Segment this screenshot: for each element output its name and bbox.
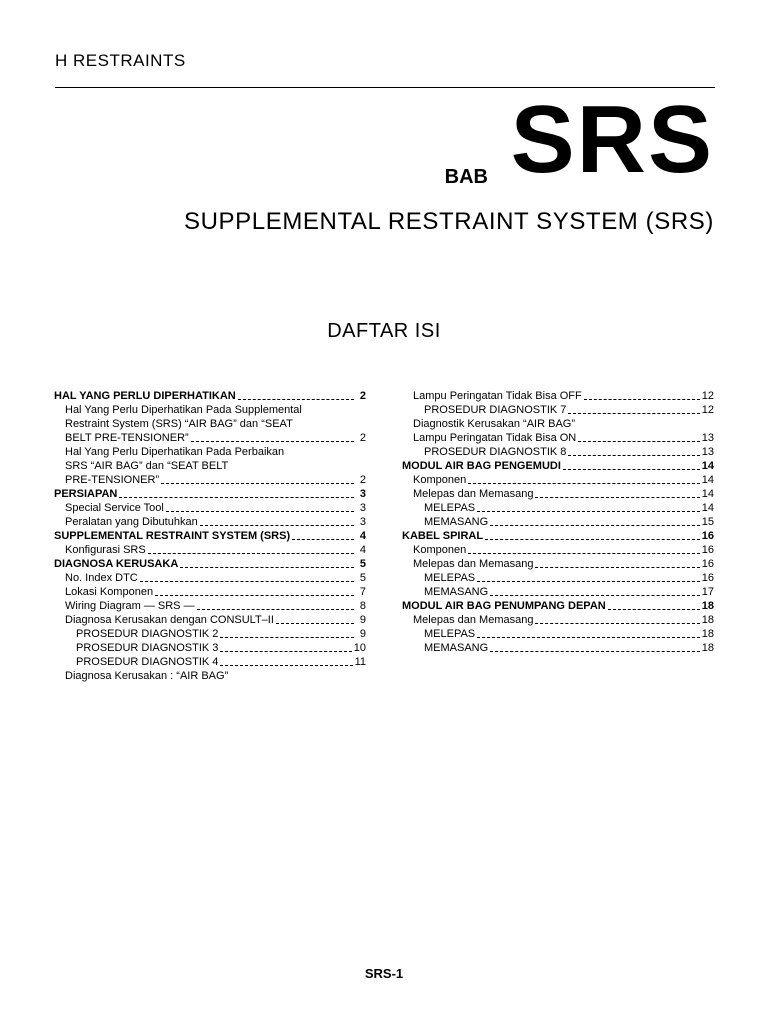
toc-entry[interactable] bbox=[54, 557, 366, 571]
toc-entry[interactable] bbox=[402, 613, 714, 627]
toc-dot-leader bbox=[220, 637, 354, 638]
toc-dot-leader bbox=[276, 623, 354, 624]
toc-entry-text: Lampu Peringatan Tidak Bisa ON bbox=[413, 432, 577, 444]
toc-entry-page: 2 bbox=[359, 474, 366, 486]
toc-entry-text: MELEPAS bbox=[424, 572, 476, 584]
toc-entry[interactable] bbox=[402, 389, 714, 403]
toc-entry-text: Lampu Peringatan Tidak Bisa OFF bbox=[413, 390, 582, 402]
toc-entry-text: MELEPAS bbox=[424, 502, 476, 514]
toc-entry-page: 13 bbox=[701, 432, 714, 444]
toc-entry[interactable] bbox=[402, 585, 714, 599]
toc-entry-page: 4 bbox=[359, 530, 366, 542]
toc-dot-leader bbox=[490, 595, 700, 596]
toc-entry-text: MELEPAS bbox=[424, 628, 476, 640]
toc-dot-leader bbox=[119, 497, 354, 498]
toc-entry[interactable] bbox=[54, 431, 366, 445]
toc-dot-leader bbox=[180, 567, 354, 568]
toc-entry-text: Melepas dan Memasang bbox=[413, 488, 534, 500]
toc-dot-leader bbox=[490, 525, 700, 526]
toc-entry-text: MEMASANG bbox=[424, 586, 489, 598]
toc-entry-text: PROSEDUR DIAGNOSTIK 4 bbox=[76, 656, 219, 668]
toc-entry-page: 14 bbox=[701, 502, 714, 514]
toc-entry-page: 13 bbox=[701, 446, 714, 458]
toc-entry-text: PROSEDUR DIAGNOSTIK 7 bbox=[424, 404, 567, 416]
toc-dot-leader bbox=[477, 511, 700, 512]
toc-entry[interactable] bbox=[54, 473, 366, 487]
toc-dot-leader bbox=[220, 665, 352, 666]
toc-entry[interactable] bbox=[402, 473, 714, 487]
toc-dot-leader bbox=[191, 441, 354, 442]
system-title: SUPPLEMENTAL RESTRAINT SYSTEM (SRS) bbox=[184, 208, 714, 235]
toc-entry-text: Diagnostik Kerusakan “AIR BAG” bbox=[413, 418, 576, 430]
toc-entry-text: Wiring Diagram — SRS — bbox=[65, 600, 195, 612]
toc-entry-text: Special Service Tool bbox=[65, 502, 164, 514]
toc-entry-page: 14 bbox=[701, 474, 714, 486]
toc-entry-page: 8 bbox=[359, 600, 366, 612]
toc-entry-page: 10 bbox=[353, 642, 366, 654]
toc-entry-page: 16 bbox=[701, 572, 714, 584]
toc-entry-page: 16 bbox=[701, 544, 714, 556]
toc-entry-page: 2 bbox=[359, 390, 366, 402]
toc-entry[interactable] bbox=[54, 543, 366, 557]
toc-entry-text: Peralatan yang Dibutuhkan bbox=[65, 516, 198, 528]
toc-dot-leader bbox=[535, 567, 699, 568]
toc-entry[interactable] bbox=[54, 641, 366, 655]
toc-entry[interactable] bbox=[54, 403, 366, 417]
toc-entry[interactable] bbox=[402, 529, 714, 543]
toc-entry-text: Komponen bbox=[413, 544, 467, 556]
toc-entry-page: 3 bbox=[359, 488, 366, 500]
toc-entry[interactable] bbox=[402, 515, 714, 529]
toc-dot-leader bbox=[468, 553, 700, 554]
toc-entry-page: 15 bbox=[701, 516, 714, 528]
toc-entry-page: 18 bbox=[701, 614, 714, 626]
toc-entry-page: 12 bbox=[701, 390, 714, 402]
toc-entry[interactable] bbox=[54, 487, 366, 501]
toc-dot-leader bbox=[468, 483, 700, 484]
toc-entry-page: 5 bbox=[359, 558, 366, 570]
toc-entry[interactable] bbox=[402, 501, 714, 515]
toc-entry-page: 14 bbox=[701, 488, 714, 500]
toc-dot-leader bbox=[148, 553, 354, 554]
toc-dot-leader bbox=[485, 539, 700, 540]
toc-entry-page: 4 bbox=[359, 544, 366, 556]
toc-dot-leader bbox=[200, 525, 354, 526]
toc-entry-text: PROSEDUR DIAGNOSTIK 8 bbox=[424, 446, 567, 458]
toc-entry-text: KABEL SPIRAL bbox=[402, 530, 484, 542]
toc-entry[interactable] bbox=[402, 627, 714, 641]
toc-dot-leader bbox=[166, 511, 354, 512]
toc-entry-text: Komponen bbox=[413, 474, 467, 486]
toc-entry[interactable] bbox=[402, 445, 714, 459]
toc-entry-text: No. Index DTC bbox=[65, 572, 138, 584]
toc-dot-leader bbox=[292, 539, 354, 540]
toc-dot-leader bbox=[568, 455, 699, 456]
toc-entry-text: MEMASANG bbox=[424, 516, 489, 528]
toc-entry[interactable] bbox=[402, 599, 714, 613]
toc-entry-text: MODUL AIR BAG PENGEMUDI bbox=[402, 460, 561, 472]
toc-entry-page: 16 bbox=[701, 558, 714, 570]
toc-dot-leader bbox=[563, 469, 700, 470]
toc-entry-page: 18 bbox=[701, 642, 714, 654]
toc-entry-page: 17 bbox=[701, 586, 714, 598]
toc-entry-text: PROSEDUR DIAGNOSTIK 2 bbox=[76, 628, 219, 640]
toc-entry-text: SUPPLEMENTAL RESTRAINT SYSTEM (SRS) bbox=[54, 530, 291, 542]
toc-dot-leader bbox=[578, 441, 699, 442]
toc-entry[interactable] bbox=[54, 627, 366, 641]
toc-entry-text: MODUL AIR BAG PENUMPANG DEPAN bbox=[402, 600, 606, 612]
toc-entry-text: BELT PRE-TENSIONER” bbox=[65, 432, 189, 444]
toc-entry[interactable] bbox=[54, 669, 366, 683]
toc-entry[interactable] bbox=[54, 571, 366, 585]
toc-dot-leader bbox=[535, 623, 699, 624]
toc-entry-text: Lokasi Komponen bbox=[65, 586, 154, 598]
toc-dot-leader bbox=[238, 399, 354, 400]
toc-entry[interactable] bbox=[54, 599, 366, 613]
toc-entry[interactable] bbox=[402, 557, 714, 571]
toc-dot-leader bbox=[220, 651, 351, 652]
toc-dot-leader bbox=[535, 497, 699, 498]
toc-entry[interactable] bbox=[402, 571, 714, 585]
toc-entry-page: 11 bbox=[354, 656, 366, 668]
toc-entry[interactable] bbox=[54, 389, 366, 403]
toc-entry[interactable] bbox=[54, 515, 366, 529]
toc-entry-text: PROSEDUR DIAGNOSTIK 3 bbox=[76, 642, 219, 654]
toc-dot-leader bbox=[197, 609, 354, 610]
toc-entry-text: Diagnosa Kerusakan : “AIR BAG” bbox=[65, 670, 229, 682]
toc-dot-leader bbox=[140, 581, 354, 582]
page-number: SRS-1 bbox=[364, 966, 404, 981]
toc-entry[interactable] bbox=[402, 543, 714, 557]
toc-entry[interactable] bbox=[54, 529, 366, 543]
toc-dot-leader bbox=[568, 413, 699, 414]
toc-entry-page: 7 bbox=[359, 586, 366, 598]
toc-entry-page: 16 bbox=[701, 530, 714, 542]
toc-entry-page: 9 bbox=[359, 614, 366, 626]
toc-entry-text: DIAGNOSA KERUSAKA bbox=[54, 558, 179, 570]
toc-dot-leader bbox=[477, 581, 700, 582]
toc-entry[interactable] bbox=[54, 417, 366, 431]
toc-entry-text: Diagnosa Kerusakan dengan CONSULT–II bbox=[65, 614, 274, 626]
toc-entry-page: 3 bbox=[359, 502, 366, 514]
chapter-prefix: BAB bbox=[444, 166, 488, 188]
toc-entry-text: Hal Yang Perlu Diperhatikan Pada Supplemental bbox=[65, 404, 302, 416]
toc-entry-text: Konfigurasi SRS bbox=[65, 544, 146, 556]
toc-dot-leader bbox=[490, 651, 700, 652]
toc-entry-text: Restraint System (SRS) “AIR BAG” dan “SEAT bbox=[65, 418, 293, 430]
toc-entry-page: 2 bbox=[359, 432, 366, 444]
toc-right-column bbox=[402, 389, 714, 655]
toc-entry[interactable] bbox=[402, 431, 714, 445]
toc-entry-page: 9 bbox=[359, 628, 366, 640]
toc-entry-text: Hal Yang Perlu Diperhatikan Pada Perbaikan bbox=[65, 446, 285, 458]
toc-entry[interactable] bbox=[54, 459, 366, 473]
toc-entry[interactable] bbox=[54, 501, 366, 515]
toc-title: DAFTAR ISI bbox=[327, 320, 441, 342]
toc-dot-leader bbox=[584, 399, 700, 400]
chapter-code: SRS bbox=[510, 86, 714, 193]
toc-entry[interactable] bbox=[54, 445, 366, 459]
toc-entry[interactable] bbox=[402, 641, 714, 655]
toc-left-column bbox=[54, 389, 366, 683]
toc-entry-text: HAL YANG PERLU DIPERHATIKAN bbox=[54, 390, 236, 402]
toc-entry-text: MEMASANG bbox=[424, 642, 489, 654]
toc-dot-leader bbox=[161, 483, 354, 484]
toc-entry-text: SRS “AIR BAG” dan “SEAT BELT bbox=[65, 460, 229, 472]
toc-entry-page: 3 bbox=[359, 516, 366, 528]
toc-entry-page: 18 bbox=[701, 628, 714, 640]
toc-entry-text: PRE-TENSIONER” bbox=[65, 474, 160, 486]
toc-entry-text: PERSIAPAN bbox=[54, 488, 118, 500]
toc-entry[interactable] bbox=[54, 655, 366, 669]
toc-entry[interactable] bbox=[402, 459, 714, 473]
toc-entry-page: 12 bbox=[701, 404, 714, 416]
toc-entry[interactable] bbox=[402, 417, 714, 431]
toc-dot-leader bbox=[608, 609, 700, 610]
toc-entry[interactable] bbox=[54, 613, 366, 627]
toc-entry-page: 5 bbox=[359, 572, 366, 584]
toc-entry-text: Melepas dan Memasang bbox=[413, 558, 534, 570]
toc-dot-leader bbox=[155, 595, 354, 596]
toc-entry-page: 14 bbox=[701, 460, 714, 472]
toc-entry[interactable] bbox=[54, 585, 366, 599]
toc-entry-page: 18 bbox=[701, 600, 714, 612]
section-label: H RESTRAINTS bbox=[55, 51, 186, 70]
toc-entry-text: Melepas dan Memasang bbox=[413, 614, 534, 626]
toc-entry[interactable] bbox=[402, 487, 714, 501]
toc-dot-leader bbox=[477, 637, 700, 638]
toc-entry[interactable] bbox=[402, 403, 714, 417]
